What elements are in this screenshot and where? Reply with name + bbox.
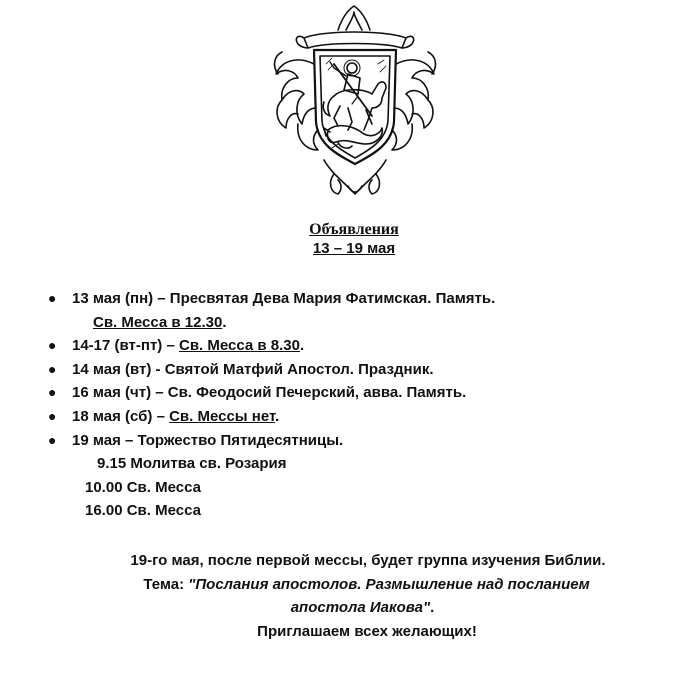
list-item bbox=[48, 381, 668, 405]
schedule-entry: 9.15 Молитва св. Розария bbox=[97, 455, 287, 473]
invite-line: Приглашаем всех желающих! bbox=[257, 622, 477, 640]
list-item bbox=[48, 429, 668, 453]
bible-study-note bbox=[0, 549, 683, 643]
announcement-list bbox=[48, 287, 668, 523]
mass-time-link: Св. Месса в 12.30 bbox=[93, 313, 223, 331]
list-item: ● 14-17 (вт-пт) – Св. Месса в 8.30. bbox=[48, 334, 668, 358]
list-item bbox=[48, 287, 668, 311]
schedule-entry: 10.00 Св. Месса bbox=[85, 478, 201, 496]
bullet-icon: ● bbox=[48, 431, 57, 448]
bible-study-line: 19-го мая, после первой мессы, будет группа изучения Библии. bbox=[130, 552, 606, 569]
list-item bbox=[48, 358, 668, 382]
bullet-icon: ● bbox=[48, 290, 57, 306]
bullet-icon: ● bbox=[48, 407, 57, 424]
topic-line-2: апостола Иакова". bbox=[290, 599, 435, 616]
bullet-icon: ● bbox=[48, 337, 57, 354]
list-item-continuation: Св. Месса в 12.30. bbox=[93, 313, 227, 331]
list-item-text: 14 мая (вт) - Святой Матфий Апостол. Праздник. bbox=[72, 360, 434, 378]
list-item-text: 16 мая (чт) – Св. Феодосий Печерский, авва. Память. bbox=[72, 384, 467, 402]
no-mass-note: Св. Мессы нет bbox=[169, 407, 276, 425]
topic-line: Тема: "Послания апостолов. Размышление над посланием bbox=[143, 575, 590, 593]
coat-of-arms-icon bbox=[268, 4, 442, 204]
bullet-icon: ● bbox=[48, 360, 57, 377]
list-item-text: 13 мая (пн) – Пресвятая Дева Мария Фатимская. Память. bbox=[72, 290, 496, 307]
page-title: Объявления bbox=[309, 221, 399, 238]
date-range: 13 – 19 мая bbox=[312, 240, 396, 257]
mass-time-link: Св. Месса в 8.30 bbox=[178, 337, 300, 355]
header bbox=[0, 220, 683, 258]
list-item: ● 18 мая (сб) – Св. Мессы нет. bbox=[48, 405, 668, 429]
bullet-icon: ● bbox=[48, 384, 57, 401]
list-item-text: 19 мая – Торжество Пятидесятницы. bbox=[72, 431, 344, 449]
schedule-entry: 16.00 Св. Месса bbox=[85, 502, 201, 520]
